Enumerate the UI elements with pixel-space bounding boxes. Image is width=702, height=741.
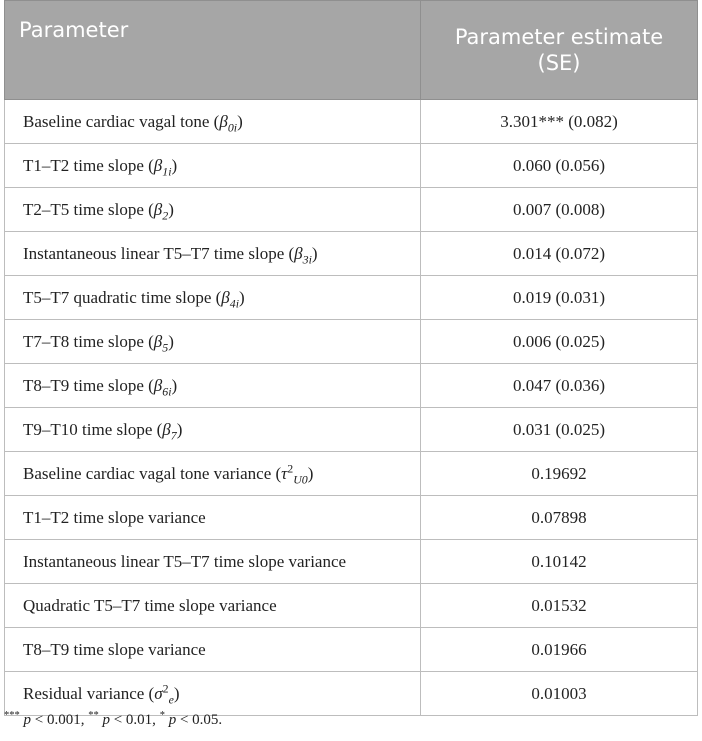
estimate-cell: 0.047 (0.036) bbox=[421, 364, 698, 408]
parameter-subscript: 2 bbox=[162, 207, 169, 222]
footnote-marker-3: * bbox=[159, 710, 165, 721]
parameter-label: Instantaneous linear T5–T7 time slope ( bbox=[23, 243, 295, 263]
parameter-symbol: β bbox=[153, 155, 163, 175]
parameter-close-paren: ) bbox=[173, 683, 180, 703]
parameter-symbol: β bbox=[162, 419, 171, 439]
footnote-threshold-3: < 0.05. bbox=[176, 712, 223, 728]
estimate-cell: 0.019 (0.031) bbox=[421, 276, 698, 320]
parameter-label: T5–T7 quadratic time slope ( bbox=[23, 287, 222, 307]
parameter-label: Baseline cardiac vagal tone ( bbox=[23, 111, 220, 131]
parameter-close-paren: ) bbox=[311, 243, 318, 263]
significance-footnote bbox=[4, 712, 222, 729]
parameter-symbol: β bbox=[219, 111, 228, 131]
parameter-cell bbox=[5, 584, 421, 628]
parameter-label: T9–T10 time slope ( bbox=[23, 419, 163, 439]
parameter-label: T7–T8 time slope ( bbox=[23, 331, 154, 351]
parameter-label: T2–T5 time slope ( bbox=[23, 199, 154, 219]
table-row bbox=[5, 276, 698, 320]
parameter-symbol: τ bbox=[281, 463, 288, 483]
table-row bbox=[5, 452, 698, 496]
table-row bbox=[5, 232, 698, 276]
estimate-cell: 0.10142 bbox=[421, 540, 698, 584]
parameter-label: T1–T2 time slope variance bbox=[23, 507, 206, 527]
parameter-subscript: 5 bbox=[162, 339, 169, 354]
parameter-subscript: 7 bbox=[170, 427, 177, 442]
parameter-close-paren: ) bbox=[239, 287, 245, 307]
table-row bbox=[5, 100, 698, 144]
parameter-symbol: β bbox=[294, 243, 303, 263]
footnote-p-2: p bbox=[102, 712, 110, 728]
table-row bbox=[5, 408, 698, 452]
parameter-cell bbox=[5, 276, 421, 320]
table-row bbox=[5, 320, 698, 364]
header-parameter: Parameter bbox=[5, 1, 421, 100]
parameter-cell bbox=[5, 188, 421, 232]
parameter-subscript: 4i bbox=[229, 295, 239, 310]
table-row bbox=[5, 628, 698, 672]
parameter-subscript: 6i bbox=[162, 383, 172, 398]
parameter-close-paren: ) bbox=[176, 419, 183, 439]
parameter-symbol: β bbox=[153, 199, 163, 219]
parameter-close-paren: ) bbox=[168, 331, 174, 351]
table-row bbox=[5, 364, 698, 408]
parameter-symbol: σ bbox=[154, 683, 163, 703]
parameter-subscript: e bbox=[168, 691, 174, 706]
estimate-cell: 0.007 (0.008) bbox=[421, 188, 698, 232]
parameter-cell bbox=[5, 144, 421, 188]
parameter-cell bbox=[5, 232, 421, 276]
parameter-cell bbox=[5, 320, 421, 364]
parameter-cell bbox=[5, 100, 421, 144]
parameter-cell bbox=[5, 672, 421, 716]
table-row bbox=[5, 672, 698, 716]
parameter-cell bbox=[5, 496, 421, 540]
parameter-symbol: β bbox=[153, 375, 163, 395]
estimate-cell: 0.01532 bbox=[421, 584, 698, 628]
parameter-subscript: U0 bbox=[293, 471, 308, 486]
parameter-cell bbox=[5, 540, 421, 584]
parameter-label: Instantaneous linear T5–T7 time slope variance bbox=[23, 551, 347, 571]
table-row bbox=[5, 144, 698, 188]
parameter-label: Residual variance ( bbox=[23, 683, 155, 703]
table-header-row bbox=[5, 1, 698, 100]
estimate-cell: 0.01003 bbox=[421, 672, 698, 716]
estimate-cell: 0.01966 bbox=[421, 628, 698, 672]
parameter-subscript: 3i bbox=[302, 251, 312, 266]
parameter-close-paren: ) bbox=[168, 199, 174, 219]
parameter-cell bbox=[5, 364, 421, 408]
parameter-label: T8–T9 time slope ( bbox=[23, 375, 154, 395]
parameter-close-paren: ) bbox=[171, 375, 178, 395]
table-row bbox=[5, 188, 698, 232]
parameter-cell bbox=[5, 408, 421, 452]
estimate-cell: 0.060 (0.056) bbox=[421, 144, 698, 188]
header-estimate: Parameter estimate (SE) bbox=[421, 1, 698, 100]
parameter-subscript: 0i bbox=[227, 119, 238, 134]
parameter-superscript: 2 bbox=[287, 460, 294, 475]
parameter-symbol: β bbox=[221, 287, 230, 307]
estimate-cell: 0.19692 bbox=[421, 452, 698, 496]
footnote-p-1: p bbox=[23, 712, 31, 728]
estimate-cell: 3.301*** (0.082) bbox=[421, 100, 698, 144]
estimate-cell: 0.07898 bbox=[421, 496, 698, 540]
parameter-table bbox=[4, 0, 698, 716]
footnote-p-3: p bbox=[168, 712, 177, 728]
parameter-label: T1–T2 time slope ( bbox=[23, 155, 154, 175]
parameter-cell bbox=[5, 628, 421, 672]
footnote-marker-1: *** bbox=[4, 710, 20, 721]
table-row bbox=[5, 540, 698, 584]
parameter-close-paren: ) bbox=[237, 111, 243, 131]
estimate-cell: 0.014 (0.072) bbox=[421, 232, 698, 276]
parameter-close-paren: ) bbox=[307, 463, 314, 483]
parameter-label: Quadratic T5–T7 time slope variance bbox=[23, 595, 277, 615]
parameter-superscript: 2 bbox=[162, 680, 169, 695]
parameter-close-paren: ) bbox=[171, 155, 178, 175]
footnote-threshold-2: < 0.01, bbox=[109, 712, 160, 728]
parameter-subscript: 1i bbox=[162, 163, 172, 178]
parameter-cell bbox=[5, 452, 421, 496]
estimate-cell: 0.031 (0.025) bbox=[421, 408, 698, 452]
footnote-threshold-1: < 0.001, bbox=[31, 712, 89, 728]
parameter-label: Baseline cardiac vagal tone variance ( bbox=[23, 463, 282, 483]
table-row bbox=[5, 496, 698, 540]
table-row bbox=[5, 584, 698, 628]
parameter-symbol: β bbox=[153, 331, 163, 351]
parameter-label: T8–T9 time slope variance bbox=[23, 639, 206, 659]
estimate-cell: 0.006 (0.025) bbox=[421, 320, 698, 364]
footnote-marker-2: ** bbox=[88, 710, 99, 721]
